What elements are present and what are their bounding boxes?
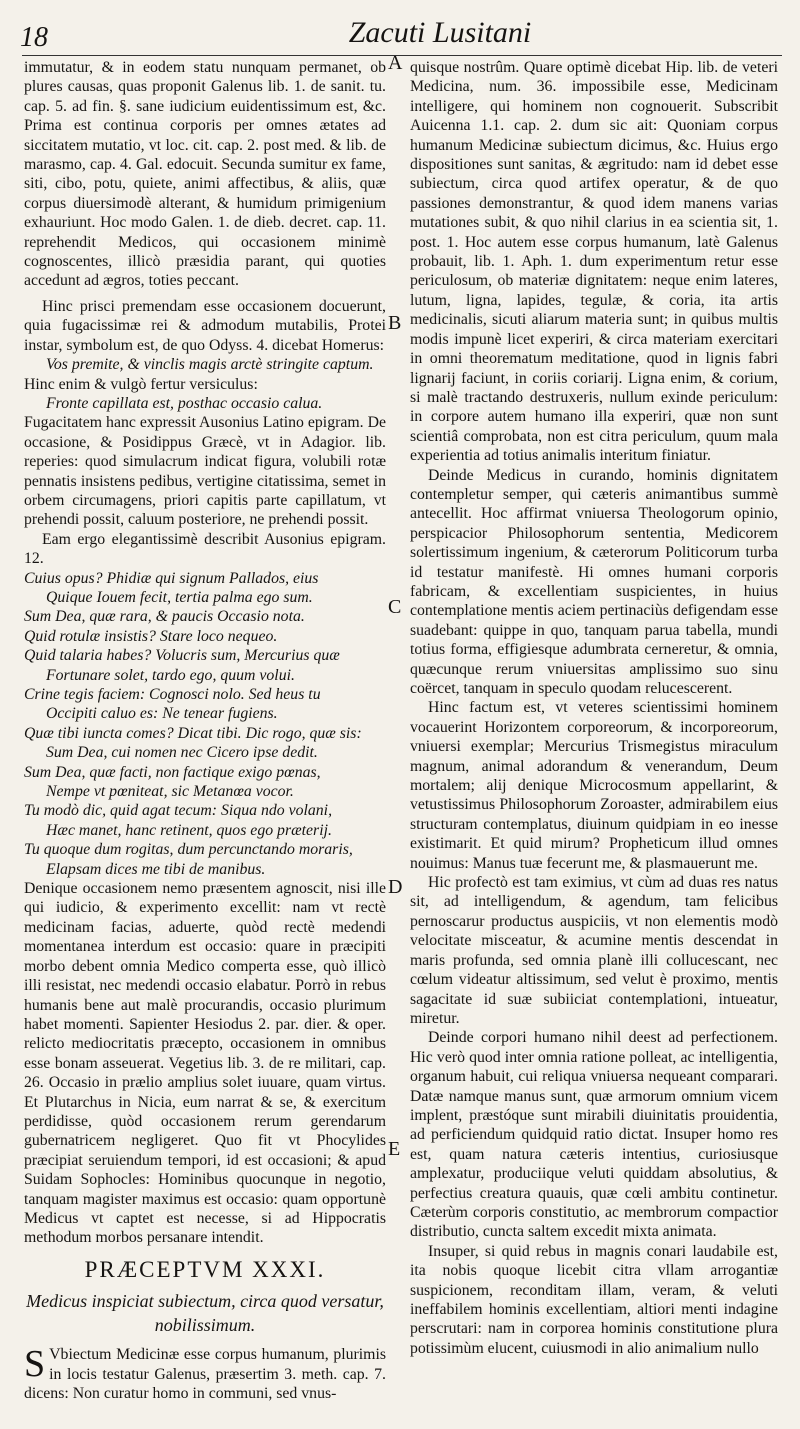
margin-marker-c: C — [388, 596, 402, 618]
poem-line: Sum Dea, quæ facti, non factique exigo pœnas, — [24, 763, 321, 781]
poem-line: Occipiti caluo es: Ne tenear fugiens. — [46, 705, 278, 723]
section-heading: PRÆCEPTVM XXXI. — [84, 1256, 326, 1282]
poem-line: Quid rotulæ insistis? Stare loco nequeo. — [24, 627, 278, 645]
paragraph: Hinc prisci premendam esse occasionem docuerunt, quia fugacissimæ rei & admodum mutabilis, Protei instar, symbolum est, de quo Odyss. 4. dicebat Homerus: — [24, 297, 386, 354]
poem-line: Sum Dea, quæ rara, & paucis Occasio nota. — [24, 608, 305, 626]
margin-marker-b: B — [388, 312, 402, 334]
poem-line: Cuius opus? Phidiæ qui signum Pallados, eius — [24, 569, 319, 587]
paragraph: quisque nostrûm. Quare optimè dicebat Hip. lib. de veteri Medicina, num. 36. impossibile esse, Medicinam intelligere, qui hominem non cognouerit. Subscribit Auicenna 1.1. cap. 2. dum sic ait: Quoniam corpus humanum Medicinæ subiectum dicimus, &c. Huius ergo dispositiones sunt sanitas, & ægritudo: nam id debet esse subiectum, circa quod artifex operatur, & de quo passiones demonstrantur, & quod idem manens varias mutationes subit, & quo nihil clarius in ea scientia sit, 1. post. 1. Hoc autem esse corpus humanum, latè Galenus probauit, lib. 1. Aph. 1. dum experimentum retur esse periculosum, ob materiæ dignitatem: neque enim lateres, lutum, ligna, lapides, tegulæ, & coria, ita artis medicinalis, sicuti aliarum materia sunt; in quibus multis modis impunè licet experiri, & circa materiam exercitari in omni theorematum meditatione, quod in lignis fabri lignarij faciunt, in coriis coriarij. Ligna enim, & corium, si malè tractando destruxeris, nullum exinde periculum: in corpore autem humano illa experiri, quæ non sunt scientiâ comprobata, non est citra periculum, quum mala experientia ad totius animalis interitum finiatur. — [410, 59, 778, 465]
poem-line: Nempe vt pœniteat, sic Metanœa vocor. — [46, 783, 294, 801]
page-header — [0, 0, 800, 60]
paragraph-text: Vbiectum Medicinæ esse corpus humanum, plurimis in locis testatur Galenus, præsertim 3. meth. cap. 7. dicens: Non curatur homo in communi, sed vnus- — [24, 1346, 386, 1402]
poem-line: Elapsam dices me tibi de manibus. — [46, 860, 266, 878]
left-column — [24, 58, 386, 1403]
right-column — [410, 58, 778, 1358]
paragraph: Hic profectò est tam eximius, vt cùm ad duas res natus sit, ad intelligendum, & agendum, tam felicibus pernoscarur productus auspiciis, vt non elementis modò velocitate misceatur, & acumine mentis descendat in maris profunda, sed omnia planè illi collucescant, nec cœlum videatur altissimum, sed velut è proximo, mentis sagacitate id suæ subiiciat contemplationi, intueatur, miretur. — [410, 874, 778, 1027]
poem-line: Quæ tibi iuncta comes? Dicat tibi. Dic rogo, quæ sis: — [24, 724, 362, 742]
poem-line: Quique Iouem fecit, tertia palma ego sum. — [46, 588, 313, 606]
paragraph: Hinc enim & vulgò fertur versiculus: — [24, 375, 258, 393]
poem — [24, 569, 386, 880]
drop-cap: S — [24, 1343, 46, 1386]
paragraph: Insuper, si quid rebus in magnis conari laudabile est, ita nobis quoque licebit citra vllam arrogantiæ suspicionem, reconditam illam, veram, & veluti ineffabilem hominis excellentiam, altiori menti indagine perscrutari: nam in corporea hominis constitutione plura potissimùm elucent, cuiusmodi in alio animalium nullo — [410, 1242, 778, 1357]
page-number: 18 — [20, 22, 48, 53]
poem-line: Quid talaria habes? Volucris sum, Mercurius quæ — [24, 647, 340, 665]
poem-line: Tu modò dic, quid agat tecum: Siqua ndo volani, — [24, 802, 333, 820]
poem-line: Hæc manet, hanc retinent, quos ego præterij. — [46, 821, 332, 839]
paragraph: Fugacitatem hanc expressit Ausonius Latino epigram. De occasione, & Posidippus Græcè, vt in Adagior. lib. reperies: quod simulacrum indicat figura, volubili rotæ pennatis insistens pedibus, vertigine citatissima, semet in orbem circumagens, priori capitis parte capillatum, vt prehendi possit, caluum posteriore, ne prehendi possit. — [24, 414, 386, 529]
paragraph: Deinde Medicus in curando, hominis dignitatem contempletur semper, qui cæteris animantibus summè antecellit. Hoc affirmat vniuersa Theologorum opinio, perspicacior Philosophorum sententia, Medicorem solertissimum ingenium, & cæterorum Politicorum turba id testatur manifestè. Hi omnes humani corporis fabricam, & excellentiam suspicientes, in huius contemplatione mentis aciem pertinaciùs defigendam esse suadebant: quippe in quo, tanquam parua tabella, mundi totius forma, effigiesque adumbrata cerneretur, & omnia, quæcunque rerum vniuersitas amplissimo suo sinu coërcet, tanquam in speculo quodam relucescerent. — [410, 466, 778, 697]
margin-marker-d: D — [388, 876, 403, 898]
paragraph — [24, 1345, 386, 1403]
section-subheading: Medicus inspiciat subiectum, circa quod versatur, nobilissimum. — [26, 1291, 384, 1336]
paragraph: immutatur, & in eodem statu nunquam permanet, ob plures causas, quas proponit Galenus lib. 1. de sanit. tu. cap. 5. ad fin. §. sane iudicium euidentissimum est, &c. Prima est continua corporis per omnes ætates ad siccitatem mutatio, vt loc. cit. cap. 2. post med. & lib. de marasmo, cap. 4. Gal. edocuit. Secunda sumitur ex fame, siti, cibo, potu, quiete, animi affectibus, & aliis, quæ corpus diuersimodè alterant, & humidum primigenium exhauriunt. Hoc modo Galen. 1. de dieb. decret. cap. 11. reprehendit Medicos, qui occasionem minimè cognoscentes, illicò præsidia parant, qui quoties accedunt ad ægros, toties peccant. — [24, 59, 386, 290]
paragraph: Denique occasionem nemo præsentem agnoscit, nisi ille qui iudicio, & experimento excellit: nam vt rectè medicinam facias, aduerte, quòd rectè medendi momentanea interdum est occasio: quare in præcipiti morbo debent omnia Medico comperta esse, quò illicò illi resistat, nec medendi occasio elabatur. Porrò in rebus humanis bene aut malè procurandis, occasio plurimum habet momenti. Sapienter Hesiodus 2. par. dier. & oper. relicto mediocritatis præcepto, occasionem in omnibus esse bonam asseuerat. Vegetius lib. 3. de re militari, cap. 26. Occasio in prælio amplius solet iuuare, quam virtus. Et Plutarchus in Nicia, eum narrat & se, & exercitum perdidisse, quòd occasionem rerum gerendarum gubernatricem negligeret. Quo fit vt Phocylides præcipiat seruiendum tempori, id est occasioni; & apud Suidam Sophocles: Hominibus quocunque in negotio, tanquam magister maximus est occasio: quam opportunè Medicus vt captet est necesse, si ad Hippocratis methodum morbos persanare intendit. — [24, 880, 386, 1247]
paragraph: Hinc factum est, vt veteres scientissimi hominem vocauerint Horizontem corporeorum, & incorporeorum, vniuersi exemplar; Mercurius Trismegistus miraculum magnum, animal adorandum & venerandum, Deum mortalem; alij denique Microcosmum appellarint, & vetustissimus Philosophorum Zoroaster, admirabilem eius structuram contemplatus, diuinum quidpiam in eo inesse existimarit. Et quid mirum? Propheticum illud omnes nouimus: Manus tuæ fecerunt me, & plasmauerunt me. — [410, 699, 778, 872]
poem-line: Crine tegis faciem: Cognosci nolo. Sed heus tu — [24, 686, 321, 703]
verse-line: Vos premite, & vinclis magis arctè stringite captum. — [46, 356, 374, 374]
paragraph: Deinde corpori humano nihil deest ad perfectionem. Hic verò quod inter omnia ratione polleat, ac intelligentia, organum habuit, cui reliqua vniuersa nequeant comparari. Datæ namque manus sunt, quæ armorum omnium vicem implent, præstóque sunt mirabili diuinitatis prouidentia, ad perficiendum quidquid ratio dictat. Insuper homo res est, quam natura cæteris intentius, curiosiusque amplexatur, produciique veluti quiddam absolutius, & perfectius creatura quauis, quæ cœli ambitu continetur. Cæterùm corporis constitutio, ac membrorum compactior distributio, cuncta saltem excedit mixta animata. — [410, 1029, 778, 1241]
running-title: Zacuti Lusitani — [348, 16, 532, 49]
poem-line: Sum Dea, cui nomen nec Cicero ipse dedit. — [46, 744, 318, 762]
margin-marker-e: E — [388, 1138, 401, 1160]
margin-marker-a: A — [388, 52, 403, 74]
poem-line: Tu quoque dum rogitas, dum percunctando moraris, — [24, 841, 353, 859]
paragraph: Eam ergo elegantissimè describit Ausonius epigram. 12. — [24, 530, 386, 568]
poem-line: Fortunare solet, tardo ego, quum volui. — [46, 666, 295, 684]
verse-line: Fronte capillata est, posthac occasio calua. — [46, 394, 323, 412]
